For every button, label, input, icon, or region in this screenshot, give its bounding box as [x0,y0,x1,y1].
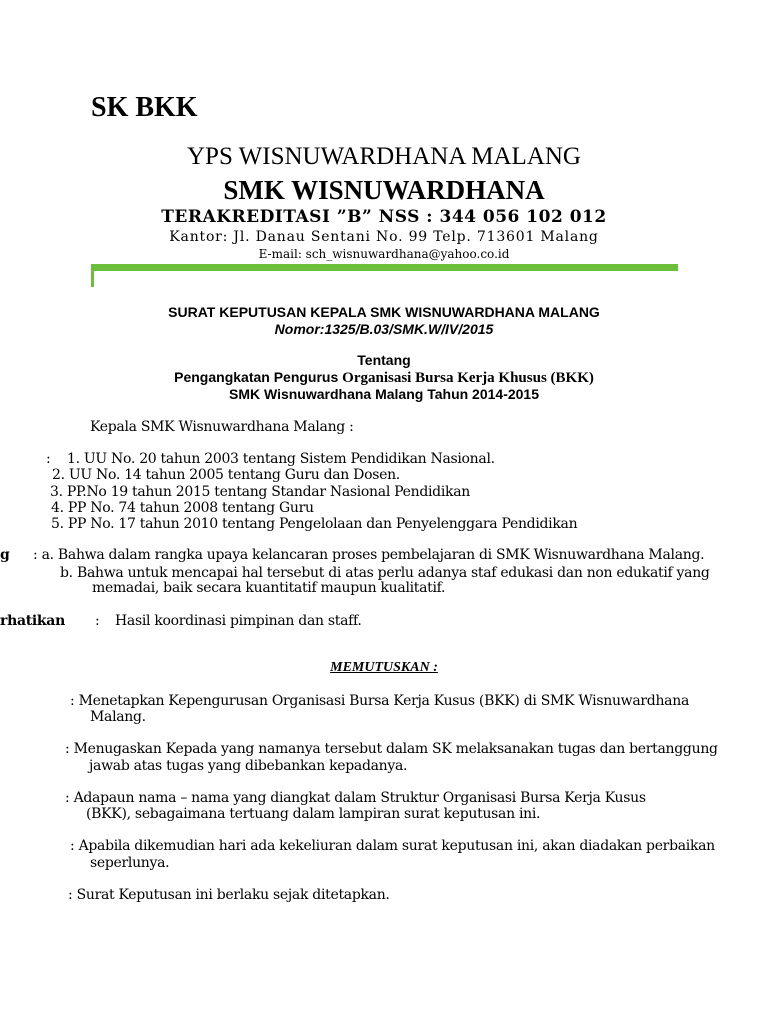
mengingat-item: 3. PP.No 19 tahun 2015 tentang Standar Nasional Pendidikan [50,484,470,500]
letterhead-divider-tick [91,264,94,287]
decision-item: : Surat Keputusan ini berlaku sejak ditetapkan. [68,887,390,903]
menimbang-a: : a. Bahwa dalam rangka upaya kelancaran proses pembelajaran di SMK Wisnuwardhana Malang. [33,547,705,563]
foundation-name: YPS WISNUWARDHANA MALANG [186,143,581,170]
decision-item: : Apabila dikemudian hari ada kekeliuran dalam surat keputusan ini, akan diadakan perbaikan [70,838,715,854]
memperhatikan-text: Hasil koordinasi pimpinan dan staff. [115,613,362,629]
decree-subject-part1: Pengangkatan Pengurus [174,369,343,385]
memperhatikan-colon: : [95,613,100,629]
decree-subject-line2: SMK Wisnuwardhana Malang Tahun 2014-2015 [228,386,540,402]
memperhatikan-label: rhatikan [0,613,65,629]
decision-item-cont: seperlunya. [90,855,170,871]
decree-number: Nomor:1325/B.03/SMK.W/IV/2015 [274,321,494,337]
mengingat-item: 2. UU No. 14 tahun 2005 tentang Guru dan Dosen. [52,467,400,483]
decree-heading: SURAT KEPUTUSAN KEPALA SMK WISNUWARDHANA MALANG [168,304,600,320]
decision-item-cont: Malang. [90,709,146,725]
document-title: SK BKK [91,92,198,123]
decree-subject-part2: Organisasi Bursa Kerja Khusus (BKK) [342,370,594,386]
mengingat-colon: : [46,451,51,467]
mengingat-item: 4. PP No. 74 tahun 2008 tentang Guru [51,500,314,516]
decision-item: : Adapaun nama – nama yang diangkat dalam Struktur Organisasi Bursa Kerja Kusus [65,790,646,806]
decision-item-cont: jawab atas tugas yang dibebankan kepadanya. [89,758,408,774]
letterhead-divider [91,264,678,271]
school-name: SMK WISNUWARDHANA [223,175,545,205]
decision-title: MEMUTUSKAN : [330,660,438,675]
intro-text: Kepala SMK Wisnuwardhana Malang : [90,419,354,435]
accreditation-line: TERAKREDITASI ”B” NSS : 344 056 102 012 [161,207,607,227]
decree-about: Tentang [357,352,411,368]
decision-item-cont: (BKK), sebagaimana tertuang dalam lampiran surat keputusan ini. [86,806,541,822]
mengingat-item: 1. UU No. 20 tahun 2003 tentang Sistem Pendidikan Nasional. [67,451,495,467]
decision-item: : Menugaskan Kepada yang namanya tersebut dalam SK melaksanakan tugas dan bertanggung [65,741,718,757]
email-address: E-mail: sch_wisnuwardhana@yahoo.co.id [258,247,510,261]
menimbang-label: g [0,547,10,563]
mengingat-item: 5. PP No. 17 tahun 2010 tentang Pengelolaan dan Penyelenggara Pendidikan [51,516,578,532]
menimbang-b: b. Bahwa untuk mencapai hal tersebut di atas perlu adanya staf edukasi dan non edukatif yang [60,565,710,581]
decision-item: : Menetapkan Kepengurusan Organisasi Bursa Kerja Kusus (BKK) di SMK Wisnuwardhana [70,693,689,709]
menimbang-b-cont: memadai, baik secara kuantitatif maupun kualitatif. [92,580,446,596]
decree-subject [0,369,768,387]
office-address: Kantor: Jl. Danau Sentani No. 99 Telp. 713601 Malang [169,229,599,245]
